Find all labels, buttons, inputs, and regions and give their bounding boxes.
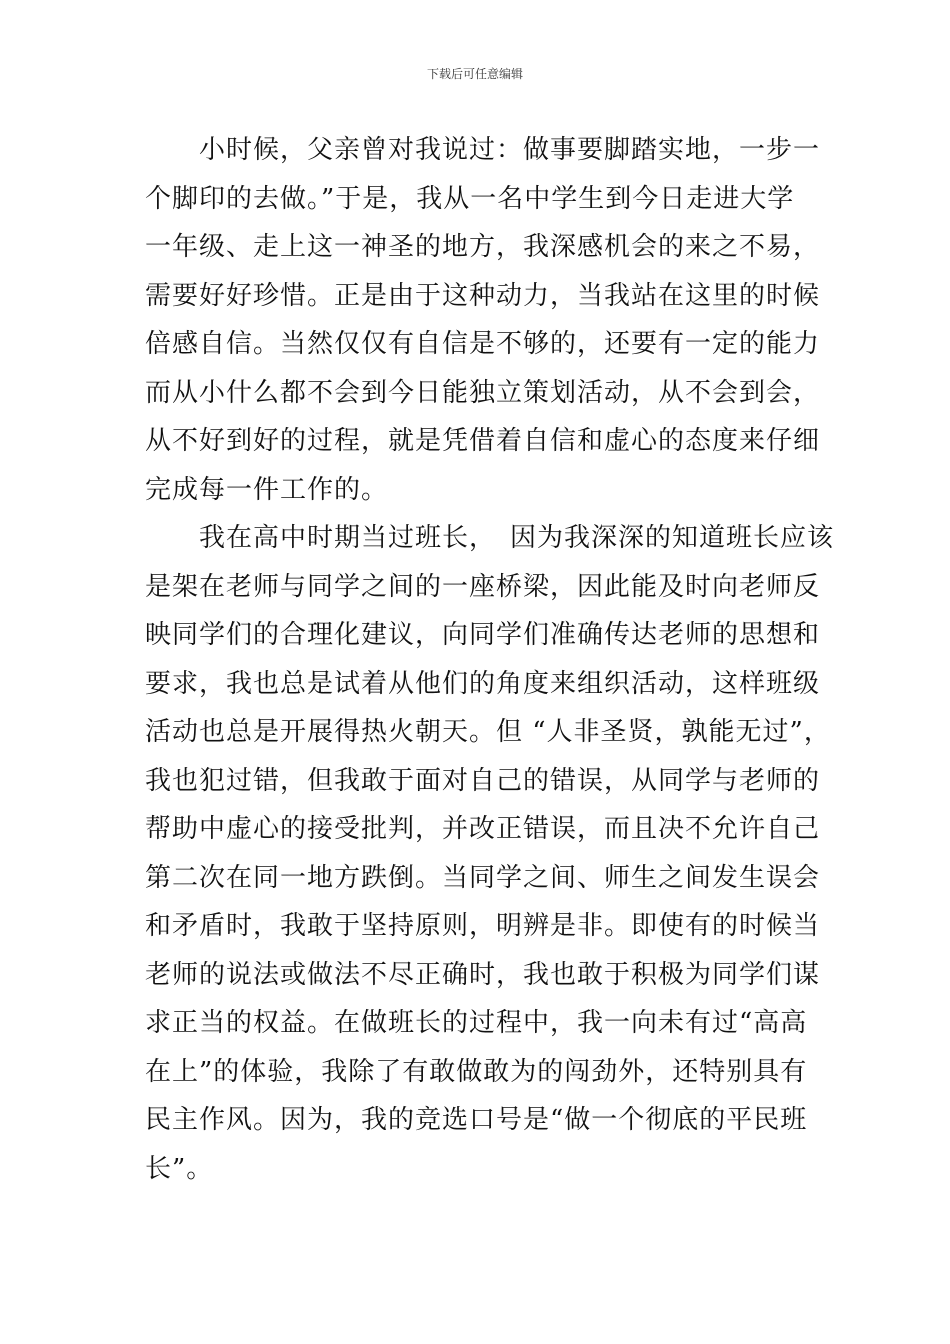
paragraph-line: 小时候，父亲曾对我说过：做事要脚踏实地，一步一 [199,135,821,165]
paragraph-line: 要求，我也总是试着从他们的角度来组织活动，这样班级 [145,668,821,699]
paragraph-line: 而从小什么都不会到今日能独立策划活动，从不会到会， [145,377,821,408]
paragraph-line: 活动也总是开展得热火朝天。但 “人非圣贤，孰能无过”， [145,717,831,747]
paragraph-line: 映同学们的合理化建议，向同学们准确传达老师的思想和 [145,620,821,650]
paragraph-line: 是架在老师与同学之间的一座桥梁，因此能及时向老师反 [145,571,821,602]
paragraph-line: 第二次在同一地方跌倒。当同学之间、师生之间发生误会 [145,862,821,893]
paragraph-line: 倍感自信。当然仅仅有自信是不够的，还要有一定的能力 [145,329,821,359]
paragraph-line: 一年级、走上这一神圣的地方，我深感机会的来之不易， [145,232,821,262]
page-header: 下载后可任意编辑 [426,67,523,81]
paragraph-line: 从不好到好的过程，就是凭借着自信和虚心的态度来仔细 [145,426,821,456]
paragraph-line: 完成每一件工作的。 [145,474,389,505]
paragraph-line: 老师的说法或做法不尽正确时，我也敢于积极为同学们谋 [145,959,821,990]
paragraph-line: 需要好好珍惜。正是由于这种动力，当我站在这里的时候 [145,280,821,311]
paragraph-line: 我在高中时期当过班长， 因为我深深的知道班长应该 [199,523,835,553]
paragraph-line: 和矛盾时，我敢于坚持原则，明辨是非。即使有的时候当 [145,911,821,941]
paragraph-line: 民主作风。因为，我的竞选口号是“做一个彻底的平民班 [145,1105,808,1135]
paragraph-line: 长”。 [145,1153,214,1184]
paragraph-2 [145,514,835,1193]
paragraph-line: 帮助中虚心的接受批判，并改正错误，而且决不允许自己 [145,814,821,844]
paragraph-line: 求正当的权益。在做班长的过程中，我一向未有过“高高 [145,1008,808,1038]
document-body [145,126,835,1193]
paragraph-line: 在上”的体验，我除了有敢做敢为的闯劲外，还特别具有 [145,1056,808,1087]
paragraph-line: 个脚印的去做。”于是，我从一名中学生到今日走进大学 [145,183,795,214]
paragraph-1 [145,126,825,514]
paragraph-line: 我也犯过错，但我敢于面对自己的错误，从同学与老师的 [145,765,821,796]
